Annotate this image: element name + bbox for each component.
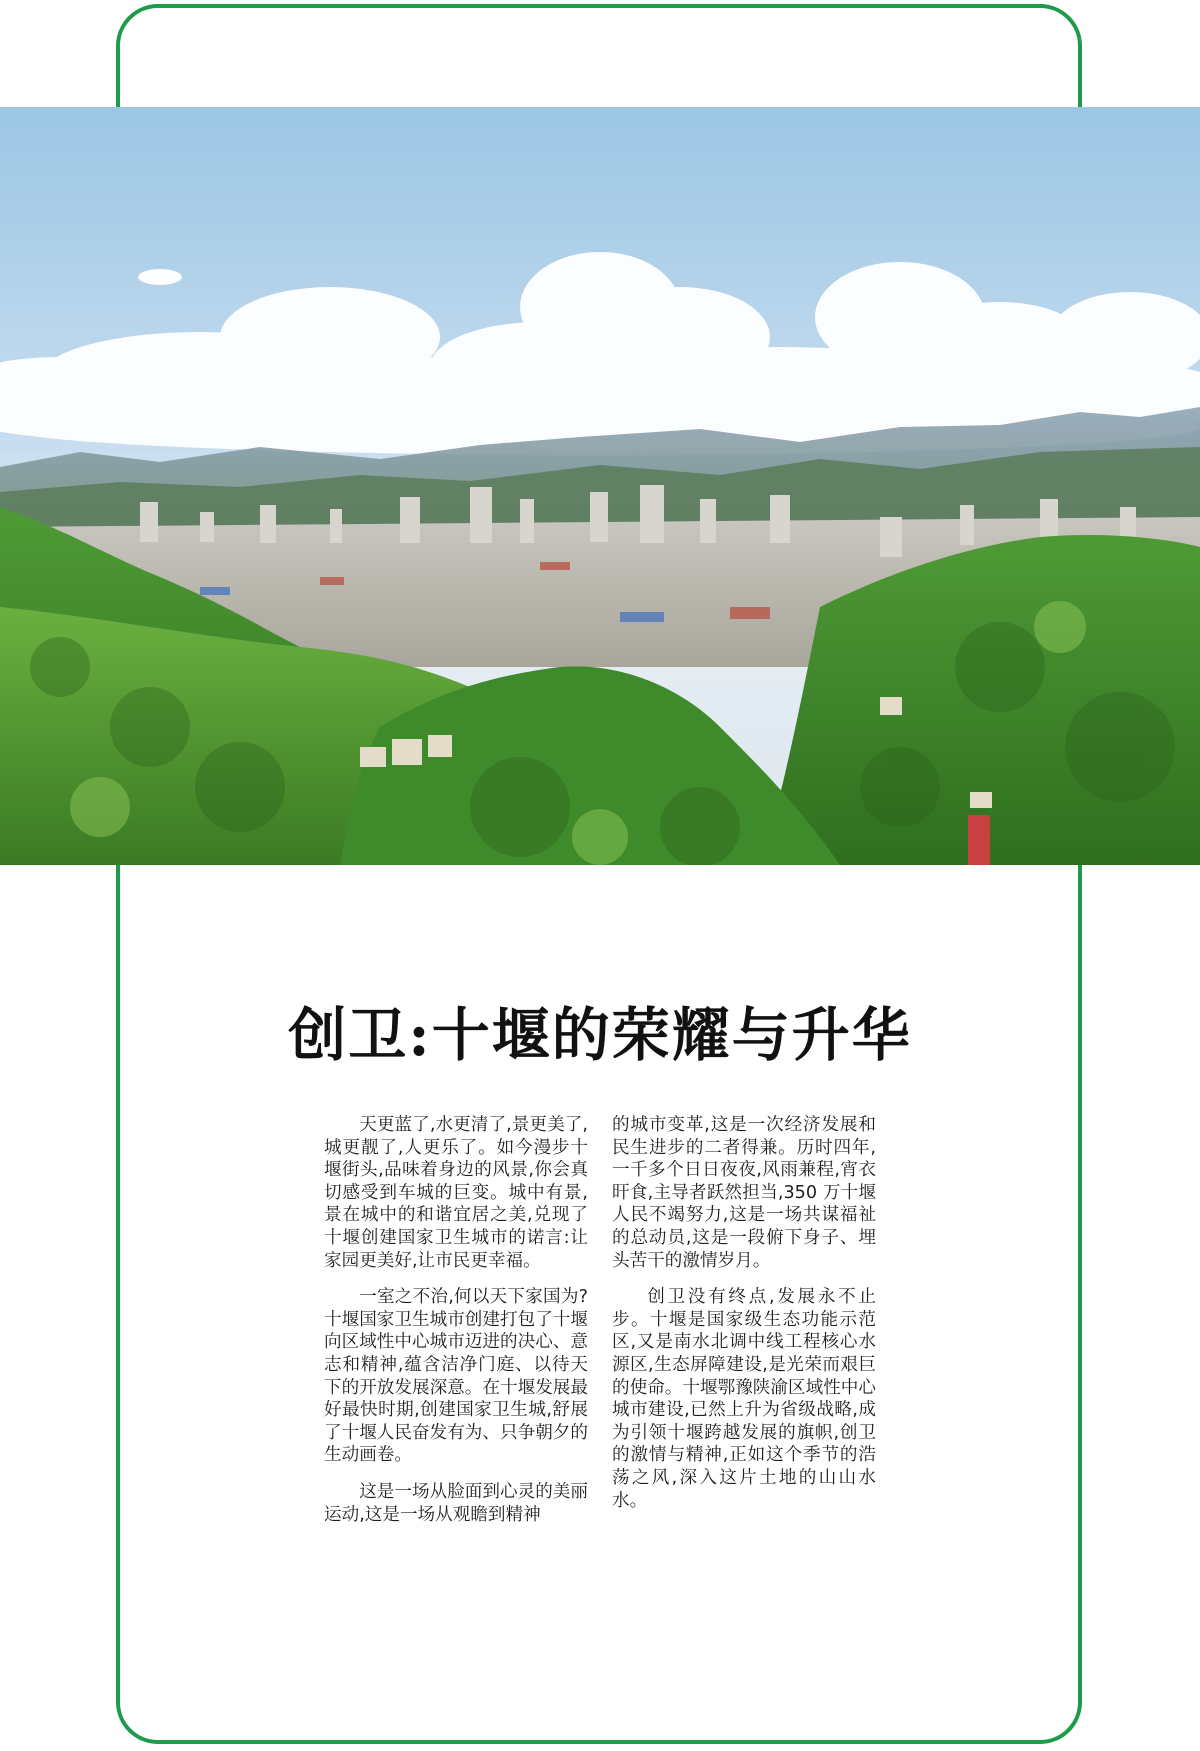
article-title: 创卫:十堰的荣耀与升华 [288, 1001, 912, 1069]
city-landscape-photo [0, 107, 1200, 865]
city-landscape-illustration [0, 107, 1200, 865]
article-body [324, 1114, 876, 1540]
paragraph: 一室之不治,何以天下家国为? 十堰国家卫生城市创建打包了十堰向区域性中心城市迈进的决心、意志和精神,蕴含洁净门庭、以待天下的开放发展深意。在十堰发展最好最快时期,创建国家卫生城,舒展了十堰人民奋发有为、只争朝夕的生动画卷。 [324, 1287, 588, 1466]
paragraph: 创卫没有终点,发展永不止步。十堰是国家级生态功能示范区,又是南水北调中线工程核心水源区,生态屏障建设,是光荣而艰巨的使命。十堰鄂豫陕渝区域性中心城市建设,已然上升为省级战略,成为引领十堰跨越发展的旗帜,创卫的激情与精神,正如这个季节的浩荡之风,深入这片土地的山山水水。 [612, 1287, 876, 1511]
column-left [324, 1114, 588, 1540]
column-right [612, 1114, 876, 1540]
paragraph-continued: 的城市变革,这是一次经济发展和民生进步的二者得兼。历时四年,一千多个日日夜夜,风雨兼程,宵衣旰食,主导者跃然担当,350 万十堰人民不竭努力,这是一场共谋福祉的总动员,这是一段俯下身子、埋头苦干的激情岁月。 [612, 1115, 876, 1271]
paragraph: 天更蓝了,水更清了,景更美了,城更靓了,人更乐了。如今漫步十堰街头,品味着身边的风景,你会真切感受到车城的巨变。城中有景,景在城中的和谐宜居之美,兑现了十堰创建国家卫生城市的诺言:让家园更美好,让市民更幸福。 [324, 1115, 588, 1271]
red-building [968, 815, 990, 865]
paragraph: 这是一场从脸面到心灵的美丽运动,这是一场从观瞻到精神 [324, 1481, 588, 1525]
